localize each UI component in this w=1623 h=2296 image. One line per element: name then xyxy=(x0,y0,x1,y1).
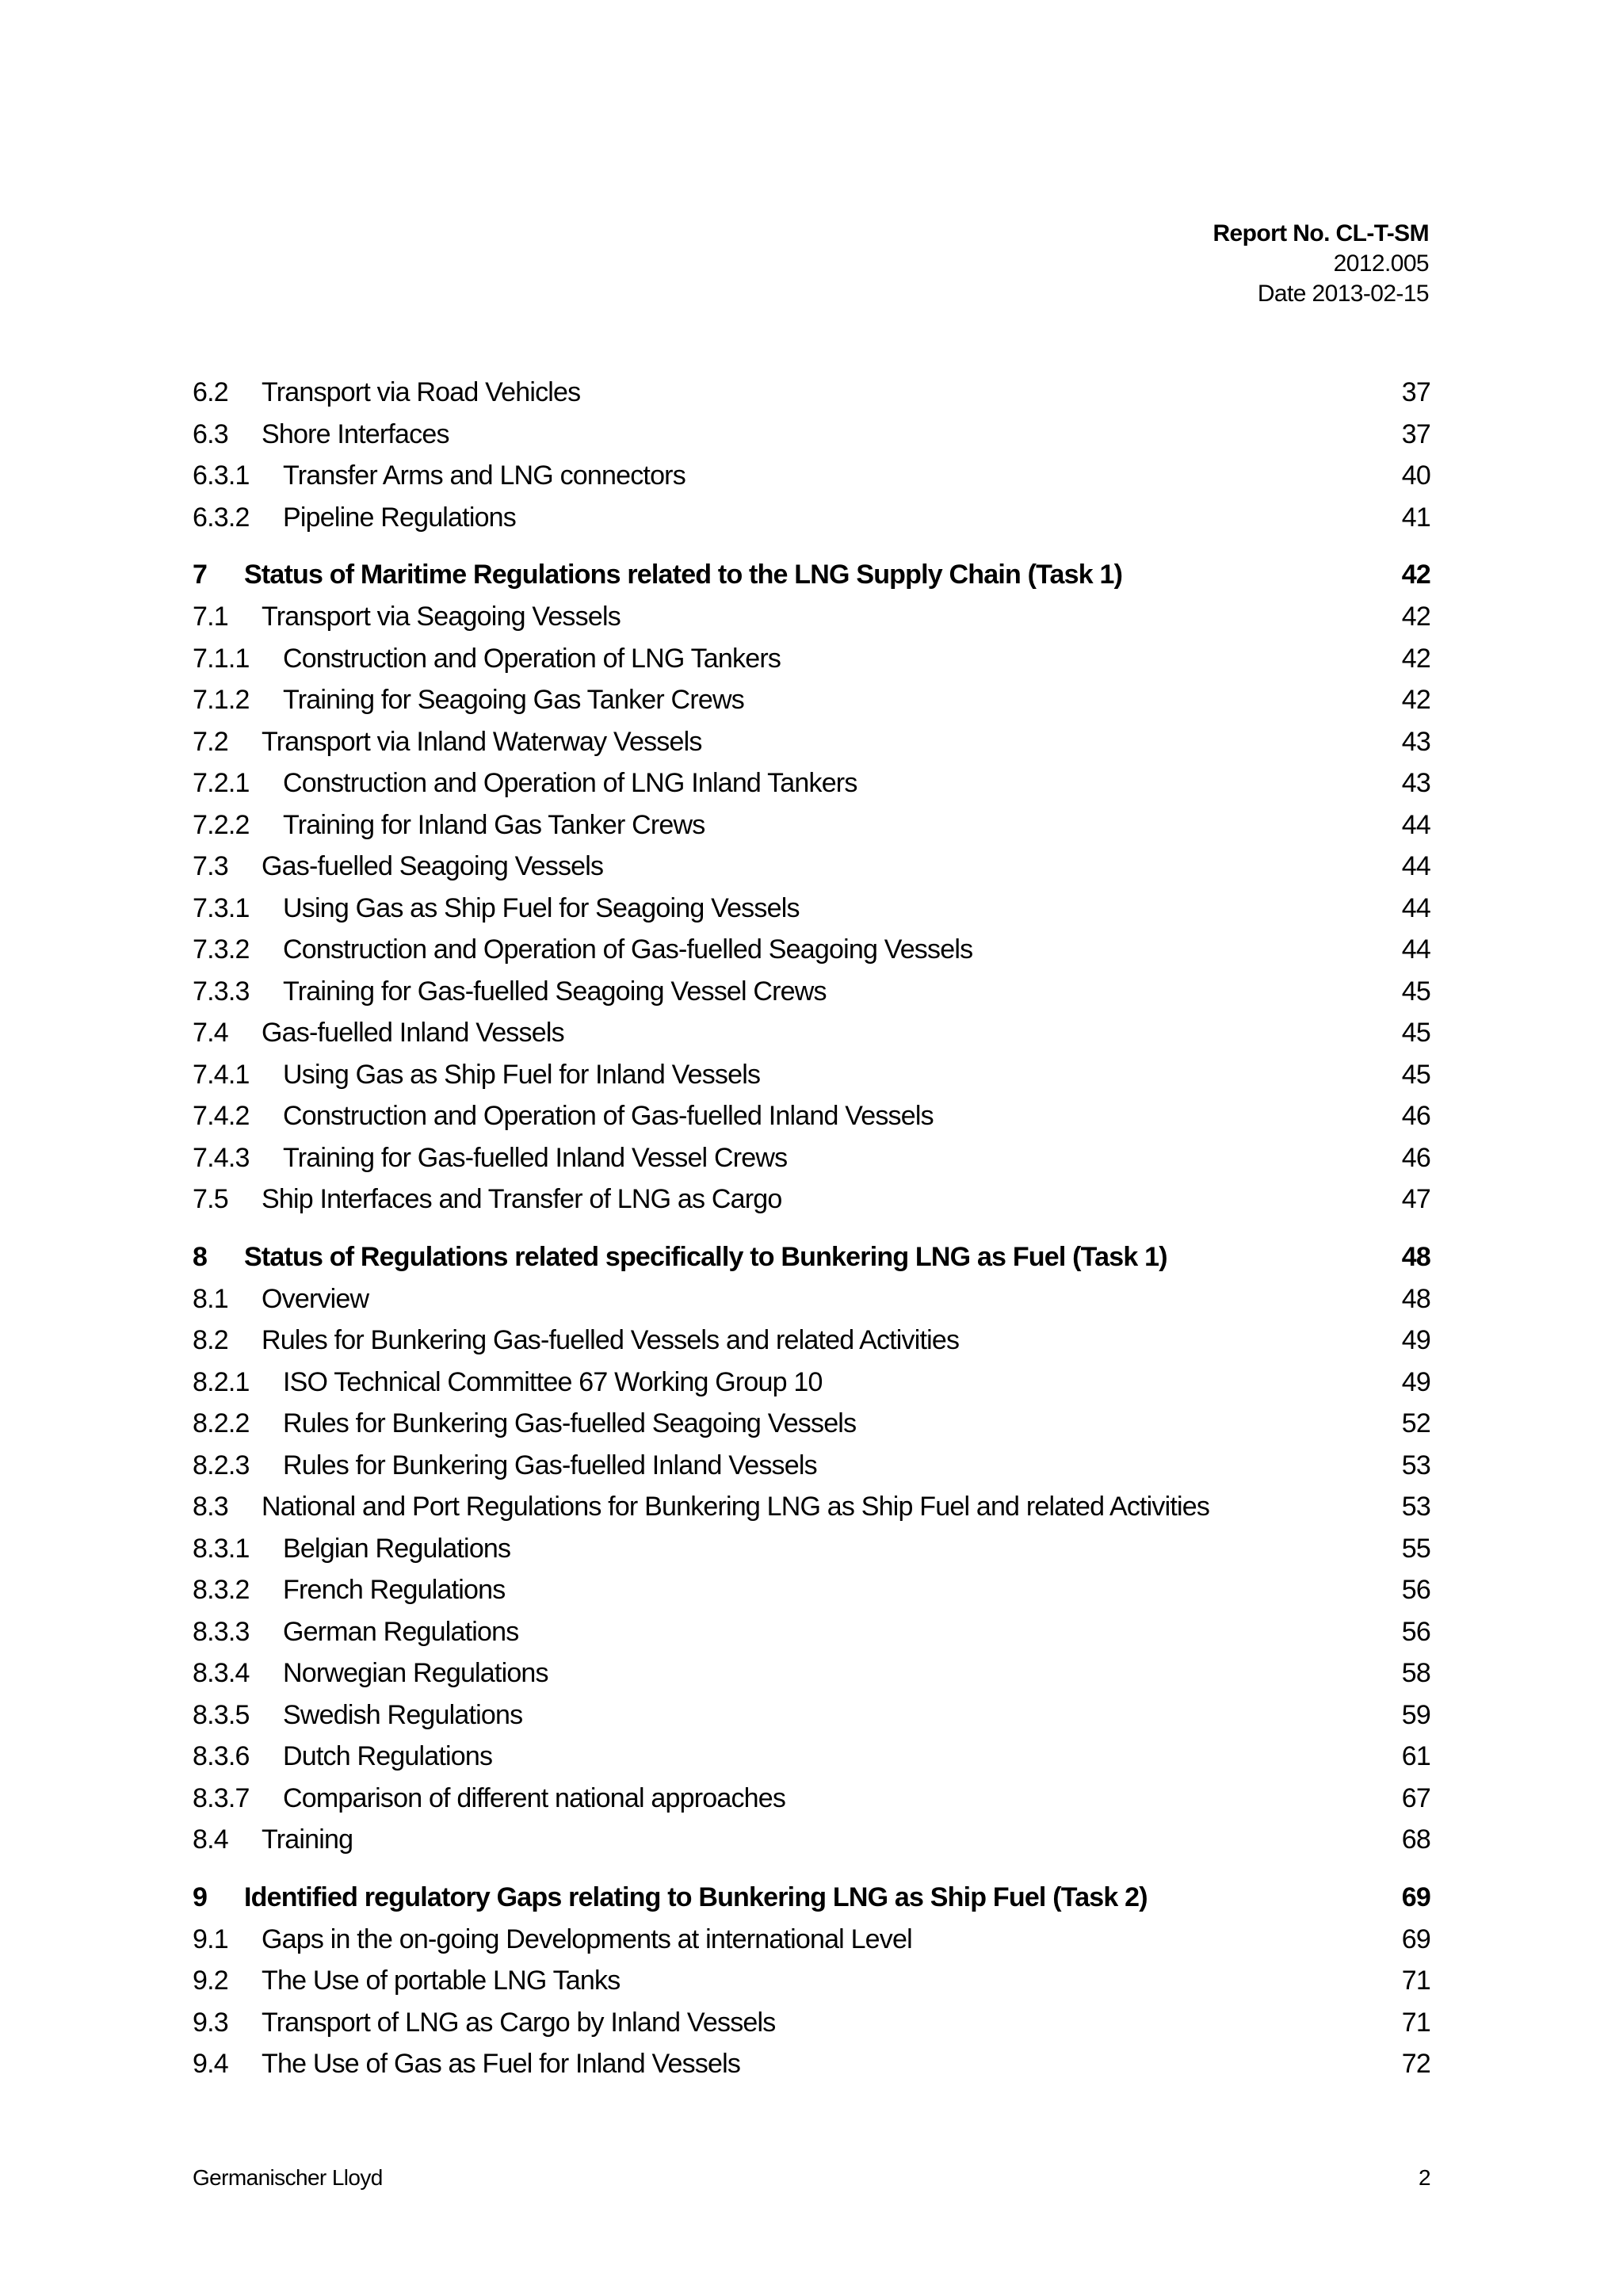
toc-entry[interactable] xyxy=(193,1018,1430,1060)
toc-entry-title: Using Gas as Ship Fuel for Seagoing Vessels xyxy=(283,892,800,923)
toc-entry-number: 7.3.1 xyxy=(193,892,250,923)
toc-entry-number: 7.3.2 xyxy=(193,934,250,965)
toc-entry-page: 42 xyxy=(1401,643,1430,674)
toc-entry-number: 8.3.5 xyxy=(193,1699,250,1730)
toc-entry-title: Construction and Operation of LNG Inland Tankers xyxy=(283,768,857,798)
toc-entry-page: 69 xyxy=(1401,1881,1430,1912)
toc-entry[interactable] xyxy=(193,1184,1430,1226)
toc-entry-number: 7.2.1 xyxy=(193,768,250,798)
report-date: Date 2013-02-15 xyxy=(1257,281,1429,307)
toc-entry-number: 8.3.3 xyxy=(193,1616,250,1647)
toc-entry-title: Gaps in the on-going Developments at international Level xyxy=(262,1924,912,1954)
toc-entry-number: 7.1.2 xyxy=(193,685,250,715)
toc-entry[interactable] xyxy=(193,1783,1430,1825)
toc-entry-number: 7.3.3 xyxy=(193,976,250,1007)
toc-entry-title: Norwegian Regulations xyxy=(283,1658,548,1688)
toc-entry-number: 9.4 xyxy=(193,2049,228,2079)
toc-entry-page: 61 xyxy=(1401,1741,1430,1771)
toc-entry-title: Comparison of different national approaches xyxy=(283,1782,786,1813)
report-id: 2012.005 xyxy=(1333,250,1429,277)
toc-entry-title: Status of Maritime Regulations related to the LNG Supply Chain (Task 1) xyxy=(244,560,1123,590)
toc-entry-title: The Use of portable LNG Tanks xyxy=(262,1966,621,1996)
toc-entry-number: 6.3 xyxy=(193,418,228,449)
toc-entry-page: 52 xyxy=(1401,1408,1430,1438)
toc-entry-title: German Regulations xyxy=(283,1616,519,1647)
toc-entry-page: 68 xyxy=(1401,1824,1430,1855)
footer-company: Germanischer Lloyd xyxy=(193,2165,383,2190)
toc-entry-title: Belgian Regulations xyxy=(283,1533,511,1564)
toc-entry-number: 6.3.1 xyxy=(193,460,250,491)
toc-entry-number: 8.3.4 xyxy=(193,1658,250,1688)
toc-entry[interactable] xyxy=(193,727,1430,769)
toc-entry[interactable] xyxy=(193,1101,1430,1143)
toc-entry[interactable] xyxy=(193,934,1430,976)
toc-entry-page: 53 xyxy=(1401,1492,1430,1522)
toc-entry[interactable] xyxy=(193,1966,1430,2008)
toc-entry-page: 42 xyxy=(1401,560,1430,590)
toc-entry[interactable] xyxy=(193,893,1430,935)
toc-entry-number: 8.2.2 xyxy=(193,1408,250,1438)
toc-entry[interactable] xyxy=(193,460,1430,502)
toc-entry-page: 43 xyxy=(1401,726,1430,757)
toc-entry-title: ISO Technical Committee 67 Working Group 10 xyxy=(283,1366,823,1397)
toc-entry-title: Overview xyxy=(262,1283,369,1314)
toc-entry[interactable] xyxy=(193,1408,1430,1450)
toc-entry[interactable] xyxy=(193,1700,1430,1742)
toc-entry-number: 7.1.1 xyxy=(193,643,250,674)
toc-entry-number: 7.4.1 xyxy=(193,1059,250,1090)
toc-entry[interactable] xyxy=(193,1534,1430,1576)
toc-entry[interactable] xyxy=(193,851,1430,893)
toc-entry-title: Transport via Inland Waterway Vessels xyxy=(262,726,702,757)
toc-entry-title: Transport via Road Vehicles xyxy=(262,377,581,407)
toc-entry-title: Identified regulatory Gaps relating to Bunkering LNG as Ship Fuel (Task 2) xyxy=(244,1881,1148,1912)
toc-entry[interactable] xyxy=(193,2008,1430,2050)
toc-entry[interactable] xyxy=(193,1367,1430,1409)
toc-entry-page: 58 xyxy=(1401,1658,1430,1688)
toc-entry-title: Training for Seagoing Gas Tanker Crews xyxy=(283,685,744,715)
toc-entry-page: 37 xyxy=(1401,377,1430,407)
toc-entry-title: Training for Gas-fuelled Inland Vessel Crews xyxy=(283,1142,788,1173)
toc-entry-title: Transfer Arms and LNG connectors xyxy=(283,460,685,491)
toc-entry[interactable] xyxy=(193,502,1430,544)
toc-entry-page: 71 xyxy=(1401,2007,1430,2038)
toc-chapter-entry[interactable] xyxy=(193,1242,1430,1275)
toc-entry-title: Using Gas as Ship Fuel for Inland Vessels xyxy=(283,1059,761,1090)
toc-entry-title: Construction and Operation of LNG Tankers xyxy=(283,643,781,674)
toc-entry-number: 8 xyxy=(193,1241,208,1272)
toc-entry[interactable] xyxy=(193,1617,1430,1659)
toc-entry-number: 9.2 xyxy=(193,1966,228,1996)
toc-entry[interactable] xyxy=(193,1143,1430,1185)
toc-entry-title: Swedish Regulations xyxy=(283,1699,523,1730)
toc-entry-page: 47 xyxy=(1401,1184,1430,1214)
toc-entry-title: French Regulations xyxy=(283,1575,506,1605)
toc-entry-page: 42 xyxy=(1401,685,1430,715)
toc-entry-title: Training for Inland Gas Tanker Crews xyxy=(283,809,705,840)
toc-chapter-entry[interactable] xyxy=(193,1882,1430,1916)
toc-entry[interactable] xyxy=(193,602,1430,644)
page-footer xyxy=(193,2165,1430,2191)
toc-entry-page: 45 xyxy=(1401,1059,1430,1090)
toc-entry[interactable] xyxy=(193,1492,1430,1534)
toc-entry-number: 8.2 xyxy=(193,1325,228,1355)
toc-entry-page: 46 xyxy=(1401,1142,1430,1173)
toc-entry-page: 45 xyxy=(1401,976,1430,1007)
toc-entry[interactable] xyxy=(193,1325,1430,1367)
table-of-contents xyxy=(193,377,1430,2091)
toc-entry[interactable] xyxy=(193,1741,1430,1783)
toc-entry[interactable] xyxy=(193,644,1430,686)
toc-entry-title: Shore Interfaces xyxy=(262,418,449,449)
toc-entry-page: 45 xyxy=(1401,1018,1430,1048)
toc-entry-number: 9.1 xyxy=(193,1924,228,1954)
toc-entry-title: Gas-fuelled Inland Vessels xyxy=(262,1018,564,1048)
toc-chapter-entry[interactable] xyxy=(193,560,1430,593)
toc-entry-page: 37 xyxy=(1401,418,1430,449)
toc-entry-number: 8.2.3 xyxy=(193,1450,250,1480)
toc-entry-page: 56 xyxy=(1401,1575,1430,1605)
toc-entry-page: 44 xyxy=(1401,851,1430,881)
toc-entry-number: 7.4 xyxy=(193,1018,228,1048)
toc-entry-page: 59 xyxy=(1401,1699,1430,1730)
toc-entry[interactable] xyxy=(193,1575,1430,1617)
toc-entry-page: 42 xyxy=(1401,602,1430,632)
toc-entry-number: 7.4.3 xyxy=(193,1142,250,1173)
toc-entry-page: 71 xyxy=(1401,1966,1430,1996)
toc-entry-title: The Use of Gas as Fuel for Inland Vessels xyxy=(262,2049,741,2079)
toc-entry-number: 9.3 xyxy=(193,2007,228,2038)
toc-entry-page: 49 xyxy=(1401,1366,1430,1397)
toc-entry-title: Transport of LNG as Cargo by Inland Vessels xyxy=(262,2007,776,2038)
toc-entry-title: Transport via Seagoing Vessels xyxy=(262,602,621,632)
toc-entry-title: Construction and Operation of Gas-fuelled Inland Vessels xyxy=(283,1101,934,1131)
toc-entry-title: Rules for Bunkering Gas-fuelled Vessels and related Activities xyxy=(262,1325,960,1355)
toc-entry-page: 44 xyxy=(1401,809,1430,840)
toc-entry-number: 8.3.7 xyxy=(193,1782,250,1813)
toc-entry-page: 44 xyxy=(1401,892,1430,923)
toc-entry-number: 8.3.2 xyxy=(193,1575,250,1605)
toc-entry-number: 7.5 xyxy=(193,1184,228,1214)
toc-entry-page: 48 xyxy=(1401,1241,1430,1272)
toc-entry-number: 9 xyxy=(193,1881,208,1912)
toc-entry[interactable] xyxy=(193,1658,1430,1700)
toc-entry[interactable] xyxy=(193,1450,1430,1492)
toc-entry-title: Pipeline Regulations xyxy=(283,502,516,533)
toc-entry-number: 7.1 xyxy=(193,602,228,632)
toc-entry-page: 41 xyxy=(1401,502,1430,533)
toc-entry-title: Ship Interfaces and Transfer of LNG as Cargo xyxy=(262,1184,782,1214)
toc-entry-title: National and Port Regulations for Bunkering LNG as Ship Fuel and related Activities xyxy=(262,1492,1210,1522)
toc-entry-title: Training xyxy=(262,1824,353,1855)
toc-entry-number: 6.2 xyxy=(193,377,228,407)
toc-entry[interactable] xyxy=(193,2049,1430,2091)
toc-entry-number: 8.4 xyxy=(193,1824,228,1855)
toc-entry-title: Gas-fuelled Seagoing Vessels xyxy=(262,851,604,881)
toc-entry-page: 43 xyxy=(1401,768,1430,798)
toc-entry-title: Rules for Bunkering Gas-fuelled Inland Vessels xyxy=(283,1450,817,1480)
toc-entry-number: 8.3.6 xyxy=(193,1741,250,1771)
toc-entry-number: 7.2 xyxy=(193,726,228,757)
toc-entry-page: 55 xyxy=(1401,1533,1430,1564)
toc-entry-page: 44 xyxy=(1401,934,1430,965)
toc-entry[interactable] xyxy=(193,1924,1430,1966)
toc-entry-number: 6.3.2 xyxy=(193,502,250,533)
report-header xyxy=(1212,219,1429,309)
toc-entry-page: 67 xyxy=(1401,1782,1430,1813)
toc-entry-page: 69 xyxy=(1401,1924,1430,1954)
toc-entry[interactable] xyxy=(193,1824,1430,1866)
toc-entry[interactable] xyxy=(193,685,1430,727)
toc-entry-page: 72 xyxy=(1401,2049,1430,2079)
toc-entry-number: 8.3.1 xyxy=(193,1533,250,1564)
report-number: Report No. CL-T-SM xyxy=(1212,220,1429,246)
toc-entry-page: 49 xyxy=(1401,1325,1430,1355)
toc-entry-number: 8.3 xyxy=(193,1492,228,1522)
toc-entry-page: 48 xyxy=(1401,1283,1430,1314)
toc-entry-number: 8.2.1 xyxy=(193,1366,250,1397)
toc-entry-title: Rules for Bunkering Gas-fuelled Seagoing Vessels xyxy=(283,1408,857,1438)
footer-page-number: 2 xyxy=(1419,2165,1430,2190)
toc-entry-page: 40 xyxy=(1401,460,1430,491)
toc-entry-number: 7.2.2 xyxy=(193,809,250,840)
toc-entry[interactable] xyxy=(193,976,1430,1018)
toc-entry-number: 7 xyxy=(193,560,208,590)
toc-entry-title: Dutch Regulations xyxy=(283,1741,493,1771)
toc-entry-number: 8.1 xyxy=(193,1283,228,1314)
toc-entry[interactable] xyxy=(193,1284,1430,1326)
toc-entry[interactable] xyxy=(193,1060,1430,1102)
toc-entry-title: Training for Gas-fuelled Seagoing Vessel Crews xyxy=(283,976,827,1007)
toc-entry[interactable] xyxy=(193,419,1430,461)
toc-entry[interactable] xyxy=(193,768,1430,810)
toc-entry-page: 56 xyxy=(1401,1616,1430,1647)
toc-entry-page: 53 xyxy=(1401,1450,1430,1480)
toc-entry[interactable] xyxy=(193,810,1430,852)
toc-entry-number: 7.4.2 xyxy=(193,1101,250,1131)
toc-entry-number: 7.3 xyxy=(193,851,228,881)
toc-entry-title: Construction and Operation of Gas-fuelled Seagoing Vessels xyxy=(283,934,973,965)
toc-entry-title: Status of Regulations related specifically to Bunkering LNG as Fuel (Task 1) xyxy=(244,1241,1167,1272)
toc-entry-page: 46 xyxy=(1401,1101,1430,1131)
toc-entry[interactable] xyxy=(193,377,1430,419)
